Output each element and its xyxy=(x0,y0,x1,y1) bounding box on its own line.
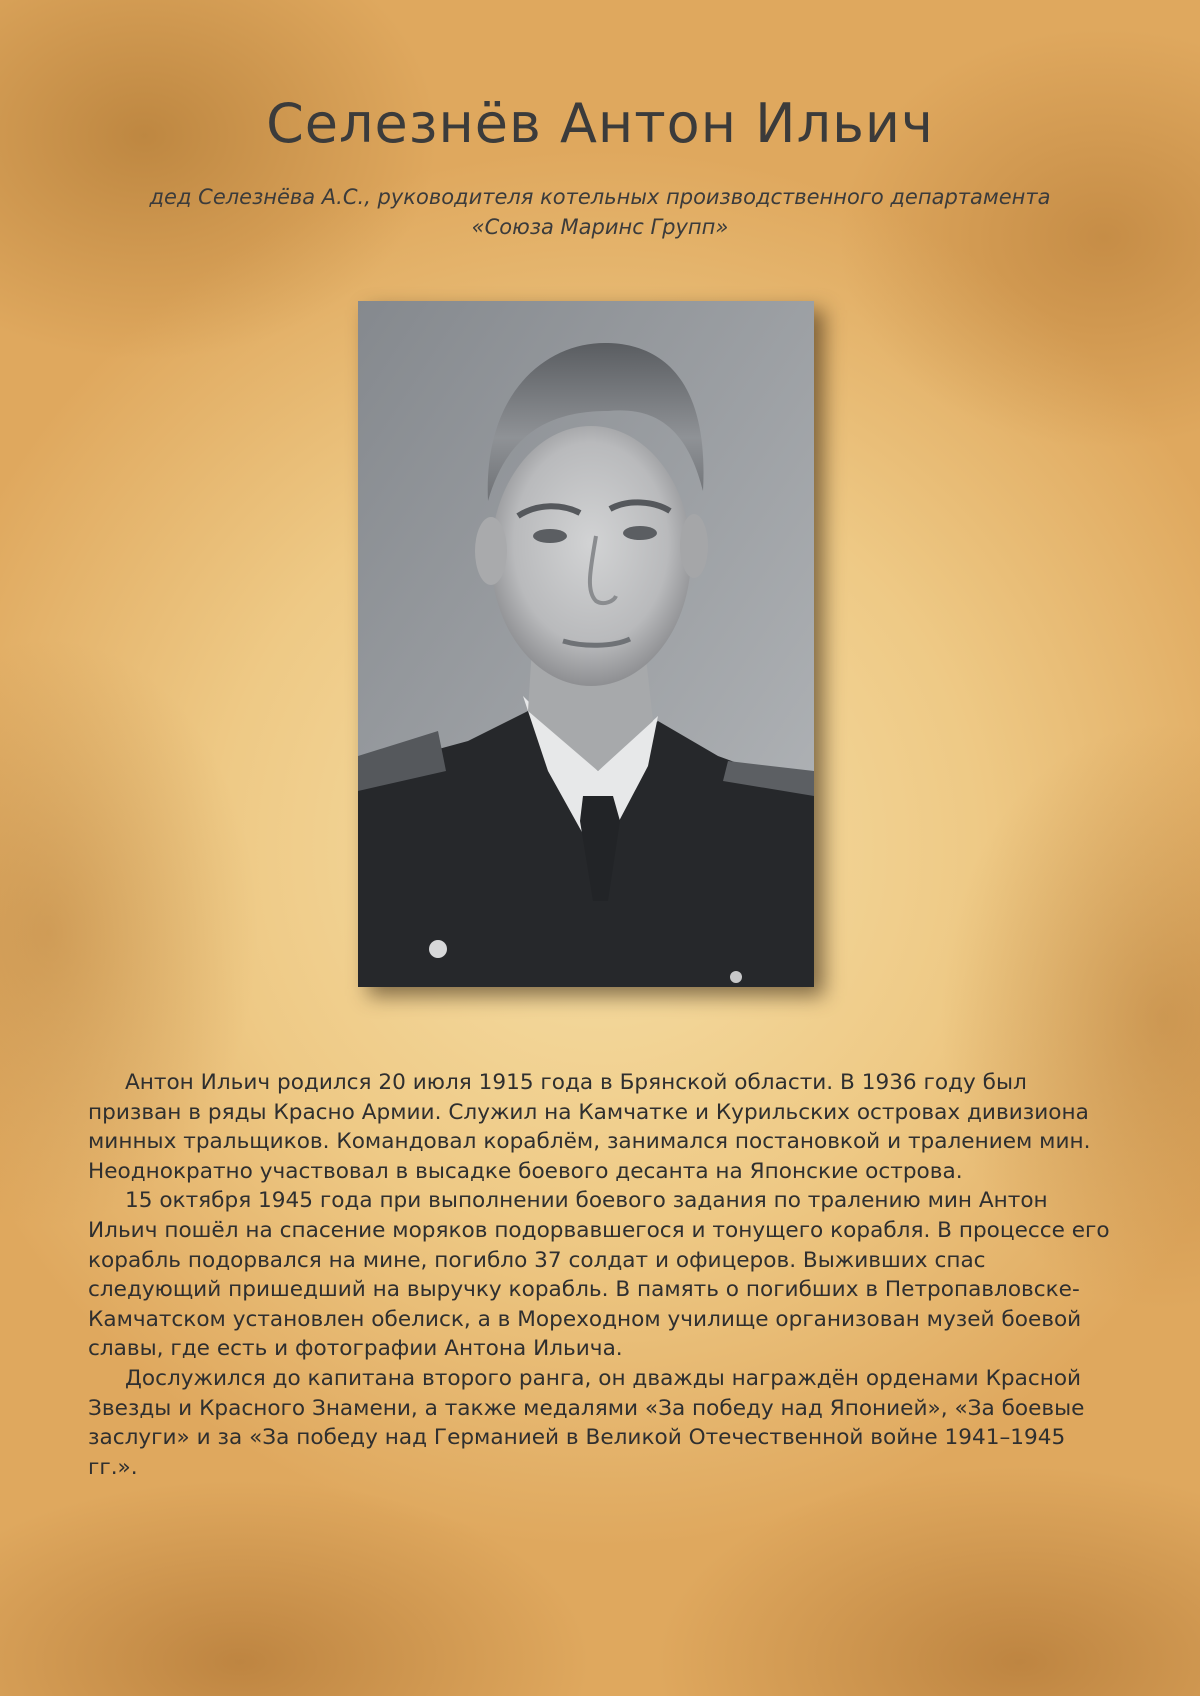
subtitle-line-1: дед Селезнёва А.С., руководителя котельных производственного департамента xyxy=(149,185,1051,209)
bio-paragraph-2: 15 октября 1945 года при выполнении боевого задания по тралению мин Антон Ильич пошёл на спасение моряков подорвавшегося и тонущего корабля. В процессе его корабль подорвался на мине, погибло 37 солдат и офицеров. Выживших спас следующий пришедший на выручку корабль. В память о погибших в Петропавловске-Камчатском установлен обелиск, а в Мореходном училище организован музей боевой славы, где есть и фотографии Антона Ильича. xyxy=(88,1188,1110,1362)
page-subtitle xyxy=(60,182,1140,242)
portrait-photo xyxy=(358,301,814,987)
page-title: Селезнёв Антон Ильич xyxy=(266,92,934,155)
portrait-illustration xyxy=(358,301,814,987)
subtitle-line-2: «Союза Маринс Групп» xyxy=(471,215,729,239)
bio-paragraph-1: Антон Ильич родился 20 июля 1915 года в Брянской области. В 1936 году был призван в ряды Красно Армии. Служил на Камчатке и Курильских островах дивизиона минных тральщиков. Командовал кораблём, занимался постановкой и тралением мин. Неоднократно участвовал в высадке боевого десанта на Японские острова. xyxy=(88,1070,1091,1184)
bio-paragraph-3: Дослужился до капитана второго ранга, он дважды награждён орденами Красной Звезды и Красного Знамени, а также медалями «За победу над Японией», «За боевые заслуги» и за «За победу над Германией в Великой Отечественной войне 1941–1945 гг.». xyxy=(88,1365,1085,1480)
biography xyxy=(88,1068,1120,1482)
